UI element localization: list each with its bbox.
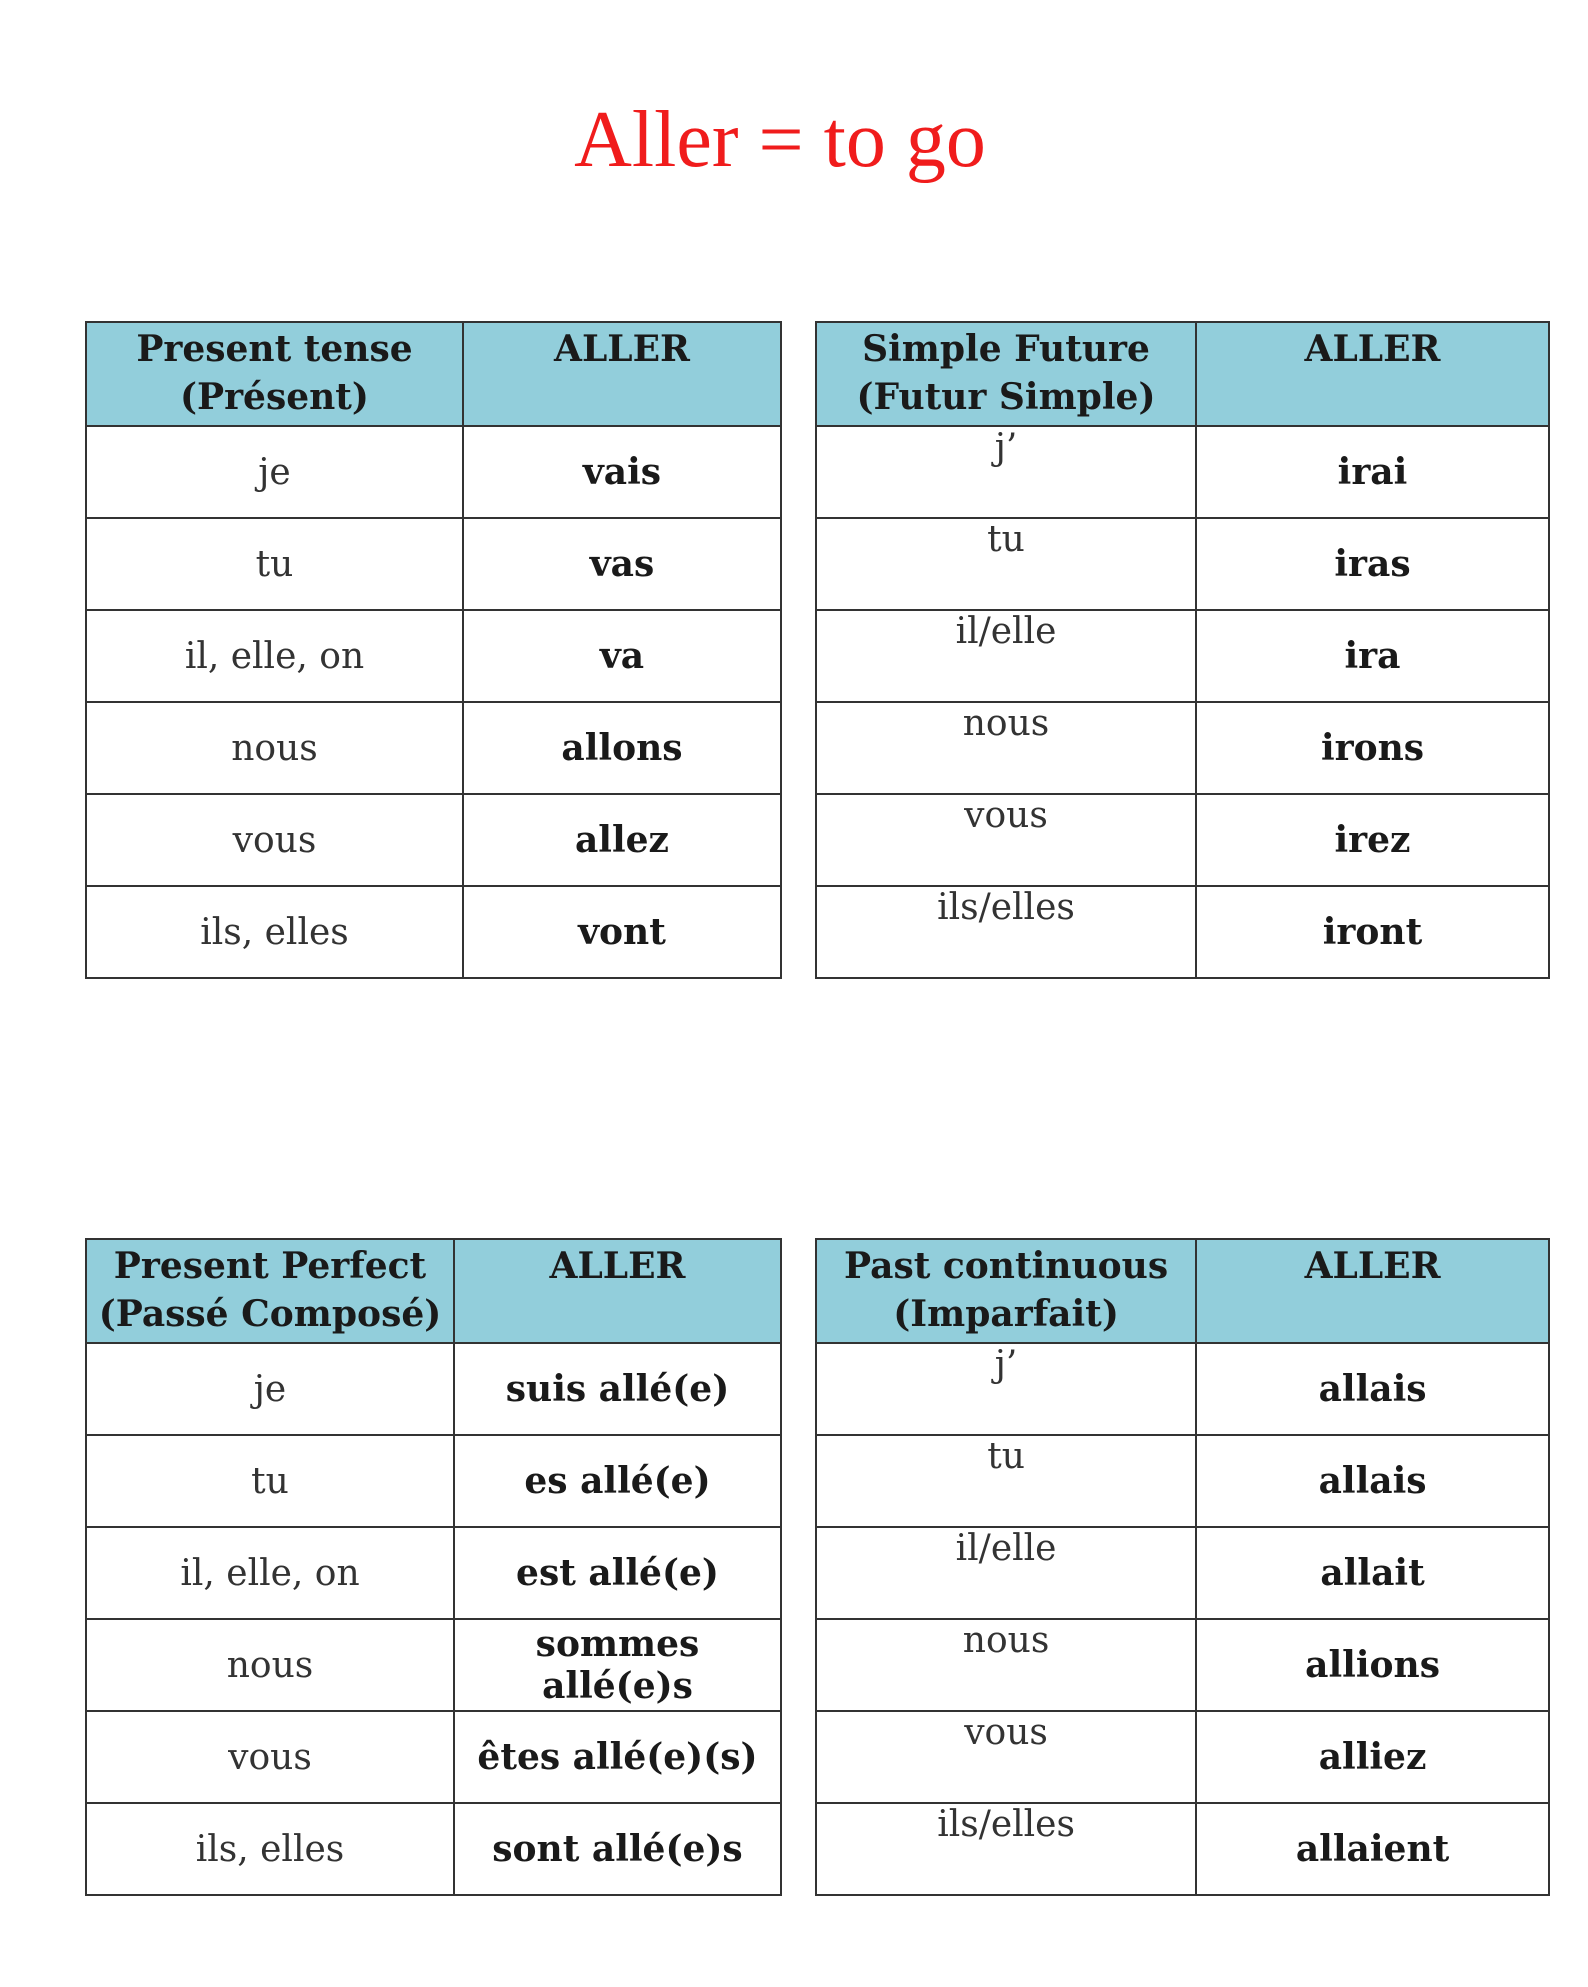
pronoun-cell: il/elle (816, 1527, 1196, 1619)
table-row (816, 426, 1549, 518)
table-header-row (816, 1239, 1549, 1343)
pronoun-cell: nous (816, 702, 1196, 794)
verb-form-cell: ira (1196, 610, 1549, 702)
table-row (86, 426, 781, 518)
table-row (86, 1343, 781, 1435)
verb-form-cell: alliez (1196, 1711, 1549, 1803)
pronoun-cell: j’ (816, 426, 1196, 518)
verb-form-cell: suis allé(e) (454, 1343, 781, 1435)
present-perfect-table (85, 1238, 782, 1896)
verb-form-cell: allions (1196, 1619, 1549, 1711)
verb-form-cell: vais (463, 426, 781, 518)
table-row (816, 518, 1549, 610)
pronoun-cell: tu (816, 1435, 1196, 1527)
verb-form-cell: irez (1196, 794, 1549, 886)
verb-form-cell: iras (1196, 518, 1549, 610)
verb-header: ALLER (1196, 1239, 1549, 1343)
pronoun-cell: tu (86, 1435, 454, 1527)
table-row (816, 1435, 1549, 1527)
pronoun-cell: je (86, 1343, 454, 1435)
pronoun-cell: ils/elles (816, 886, 1196, 978)
table-row (816, 886, 1549, 978)
pronoun-cell: il, elle, on (86, 610, 463, 702)
pronoun-cell: je (86, 426, 463, 518)
pronoun-cell: nous (86, 1619, 454, 1711)
pronoun-cell: ils, elles (86, 1803, 454, 1895)
verb-form-cell: va (463, 610, 781, 702)
table-header-row (86, 1239, 781, 1343)
tense-header: Present Perfect (Passé Composé) (86, 1239, 454, 1343)
simple-future-table (815, 321, 1550, 979)
table-row (86, 702, 781, 794)
table-row (86, 1711, 781, 1803)
verb-form-cell: irai (1196, 426, 1549, 518)
verb-form-cell: êtes allé(e)(s) (454, 1711, 781, 1803)
pronoun-cell: tu (86, 518, 463, 610)
table-row (816, 1343, 1549, 1435)
verb-form-cell: vont (463, 886, 781, 978)
table-row (86, 610, 781, 702)
table-row (86, 886, 781, 978)
table-header-row (816, 322, 1549, 426)
verb-form-cell: es allé(e) (454, 1435, 781, 1527)
table-row (816, 610, 1549, 702)
verb-form-cell: vas (463, 518, 781, 610)
pronoun-cell: nous (816, 1619, 1196, 1711)
tense-header: Simple Future (Futur Simple) (816, 322, 1196, 426)
pronoun-cell: vous (86, 1711, 454, 1803)
table-row (816, 1711, 1549, 1803)
page-title: Aller = to go (574, 96, 986, 184)
table-row (816, 794, 1549, 886)
table-row (86, 1435, 781, 1527)
pronoun-cell: vous (816, 794, 1196, 886)
verb-form-cell: sont allé(e)s (454, 1803, 781, 1895)
past-continuous-table (815, 1238, 1550, 1896)
table-row (86, 1619, 781, 1711)
table-row (86, 1803, 781, 1895)
verb-form-cell: irons (1196, 702, 1549, 794)
tense-header: Present tense (Présent) (86, 322, 463, 426)
verb-header: ALLER (1196, 322, 1549, 426)
verb-form-cell: allais (1196, 1435, 1549, 1527)
pronoun-cell: tu (816, 518, 1196, 610)
table-row (86, 518, 781, 610)
table-row (86, 794, 781, 886)
table-header-row (86, 322, 781, 426)
verb-form-cell: iront (1196, 886, 1549, 978)
pronoun-cell: ils/elles (816, 1803, 1196, 1895)
verb-form-cell: allons (463, 702, 781, 794)
verb-form-cell: allais (1196, 1343, 1549, 1435)
pronoun-cell: j’ (816, 1343, 1196, 1435)
tense-header: Past continuous (Imparfait) (816, 1239, 1196, 1343)
present-tense-table (85, 321, 782, 979)
pronoun-cell: il/elle (816, 610, 1196, 702)
pronoun-cell: ils, elles (86, 886, 463, 978)
pronoun-cell: nous (86, 702, 463, 794)
pronoun-cell: il, elle, on (86, 1527, 454, 1619)
table-row (86, 1527, 781, 1619)
table-row (816, 702, 1549, 794)
pronoun-cell: vous (816, 1711, 1196, 1803)
verb-form-cell: sommes allé(e)s (454, 1619, 781, 1711)
verb-header: ALLER (463, 322, 781, 426)
verb-form-cell: allait (1196, 1527, 1549, 1619)
table-row (816, 1527, 1549, 1619)
pronoun-cell: vous (86, 794, 463, 886)
verb-form-cell: allaient (1196, 1803, 1549, 1895)
verb-header: ALLER (454, 1239, 781, 1343)
verb-form-cell: allez (463, 794, 781, 886)
table-row (816, 1619, 1549, 1711)
verb-form-cell: est allé(e) (454, 1527, 781, 1619)
table-row (816, 1803, 1549, 1895)
